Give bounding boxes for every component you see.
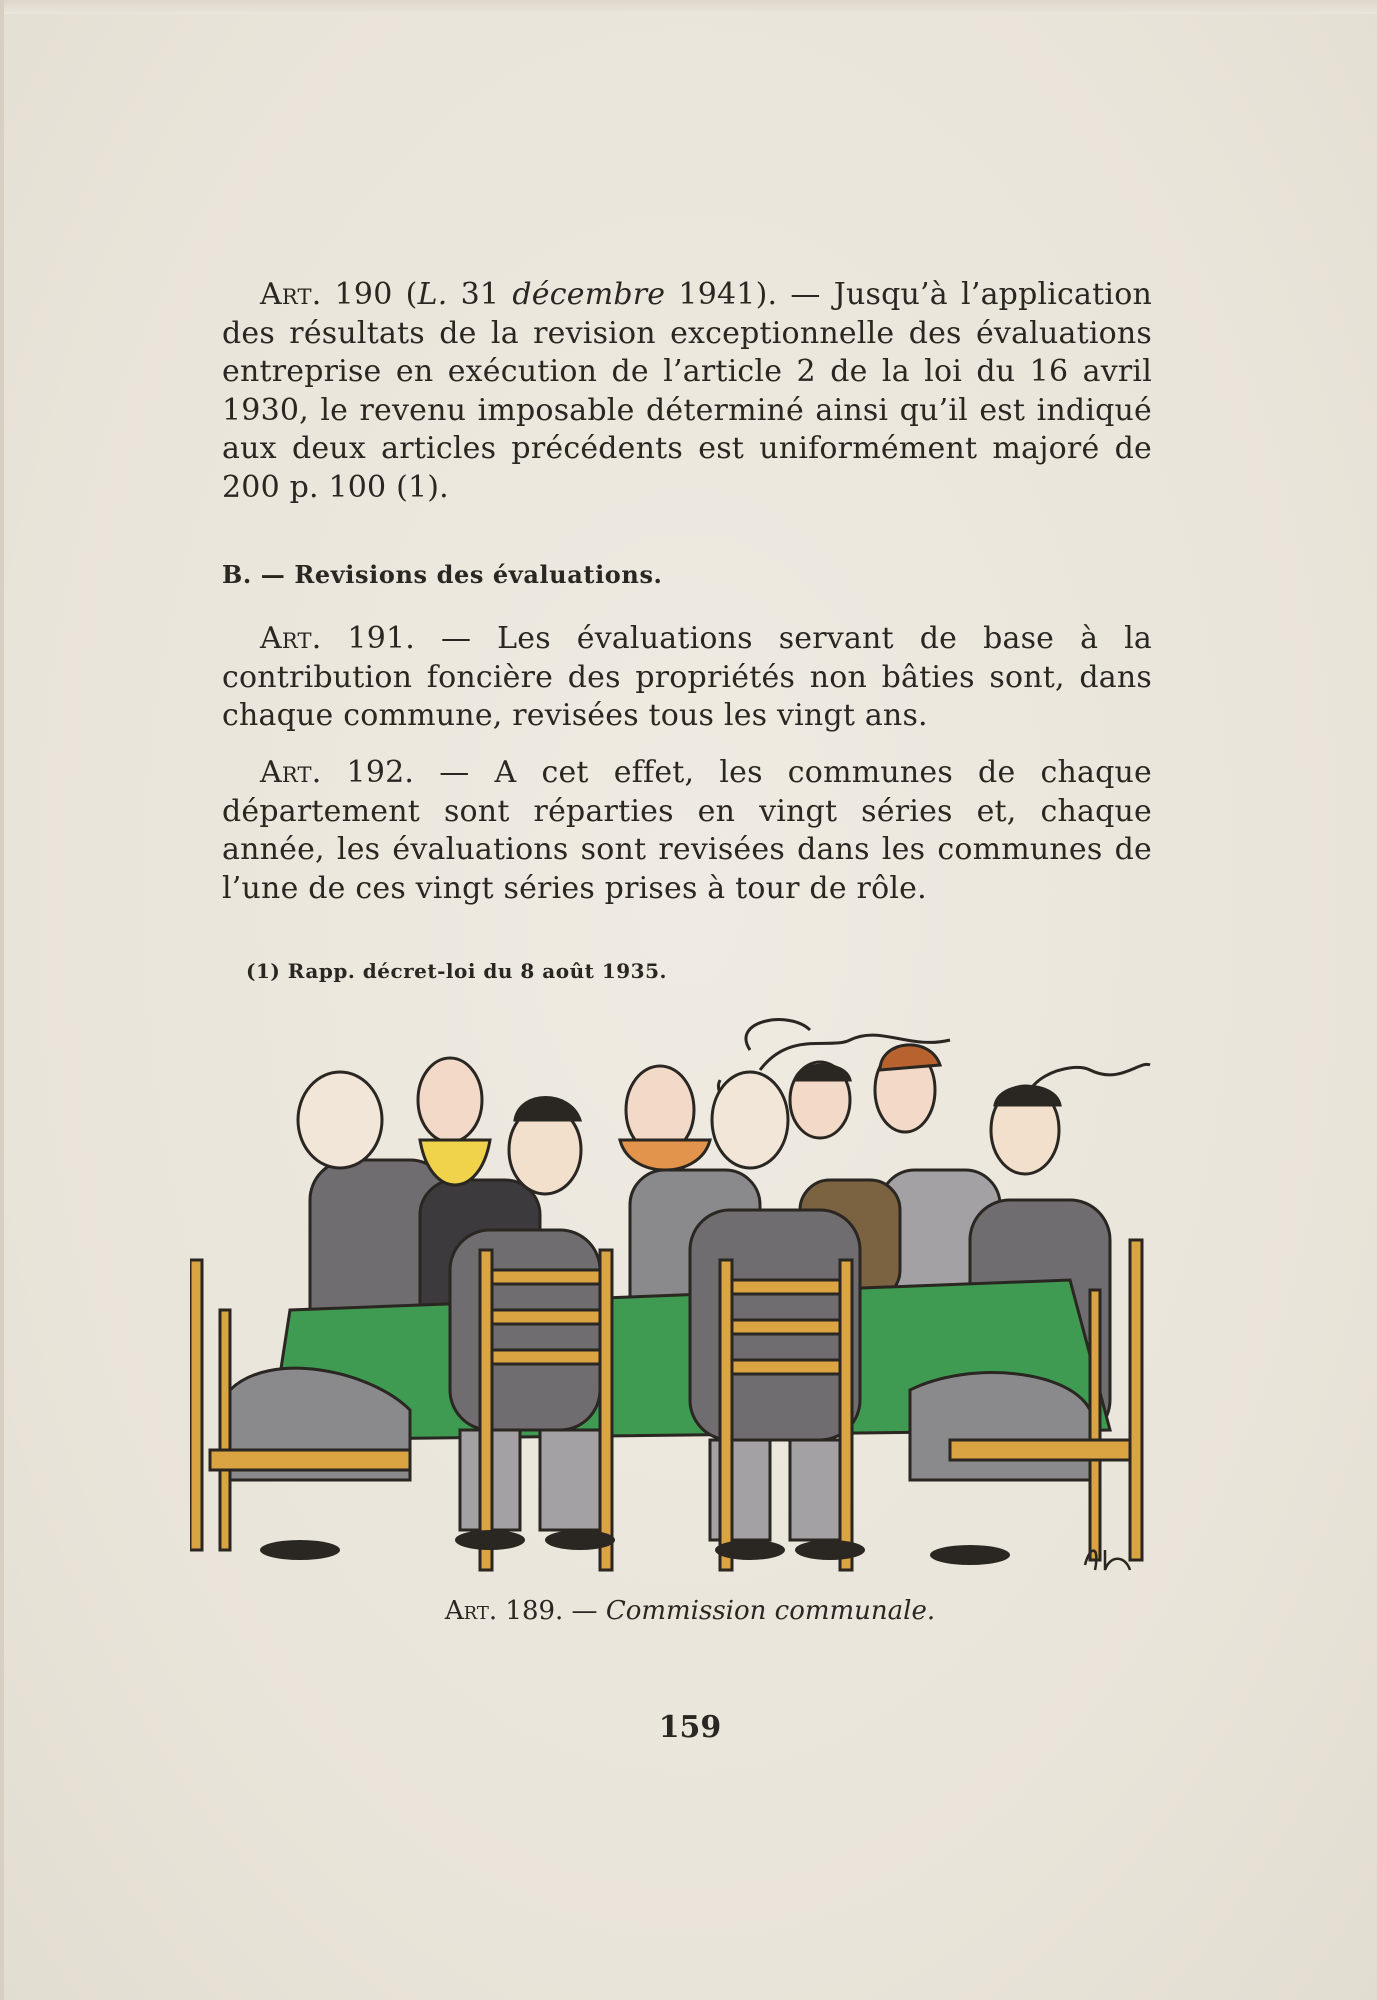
article-label: Art.	[260, 621, 322, 656]
law-month: décembre	[512, 277, 666, 312]
article-label: Art.	[260, 755, 322, 790]
law-day: 31	[447, 277, 513, 312]
law-abbrev: L.	[417, 277, 448, 312]
page-left-edge	[0, 0, 4, 2000]
article-192-paragraph	[222, 754, 1152, 908]
shoes	[260, 1530, 1010, 1565]
illustration-caption	[190, 1596, 1190, 1626]
article-body: 1941). — Jusqu’à l’application des résultats de la revision exceptionnelle des évaluations entreprise en exécution de l’article 2 de la loi du 16 avril 1930, le revenu imposable déterminé ainsi qu’il est indiqué aux deux articles précédents est uniformément majoré de 200 p. 100 (1).	[222, 277, 1152, 505]
caption-article-label: Art.	[444, 1596, 498, 1626]
article-body: 191. — Les évaluations servant de base à la contribution foncière des propriétés non bâties sont, dans chaque commune, revisées tous les vingt ans.	[222, 621, 1152, 733]
caption-number: 189. —	[497, 1596, 606, 1626]
article-body: 192. — A cet effet, les communes de chaque département sont réparties en vingt séries et, chaque année, les évaluations sont revisées dans les communes de l’une de ces vingt séries prises à tour de rôle.	[222, 755, 1152, 906]
page-number: 159	[658, 1710, 722, 1745]
article-label: Art.	[260, 277, 322, 312]
article-number: 190 (	[321, 277, 418, 312]
page-top-edge	[0, 0, 1377, 14]
caption-title: Commission communale.	[605, 1596, 936, 1626]
commission-illustration	[190, 1010, 1190, 1580]
footnote: (1) Rapp. décret-loi du 8 août 1935.	[246, 959, 667, 983]
article-191-paragraph	[222, 620, 1152, 736]
commission-drawing	[190, 1010, 1190, 1580]
section-heading: B. — Revisions des évaluations.	[222, 560, 663, 589]
article-190-paragraph	[222, 276, 1152, 507]
